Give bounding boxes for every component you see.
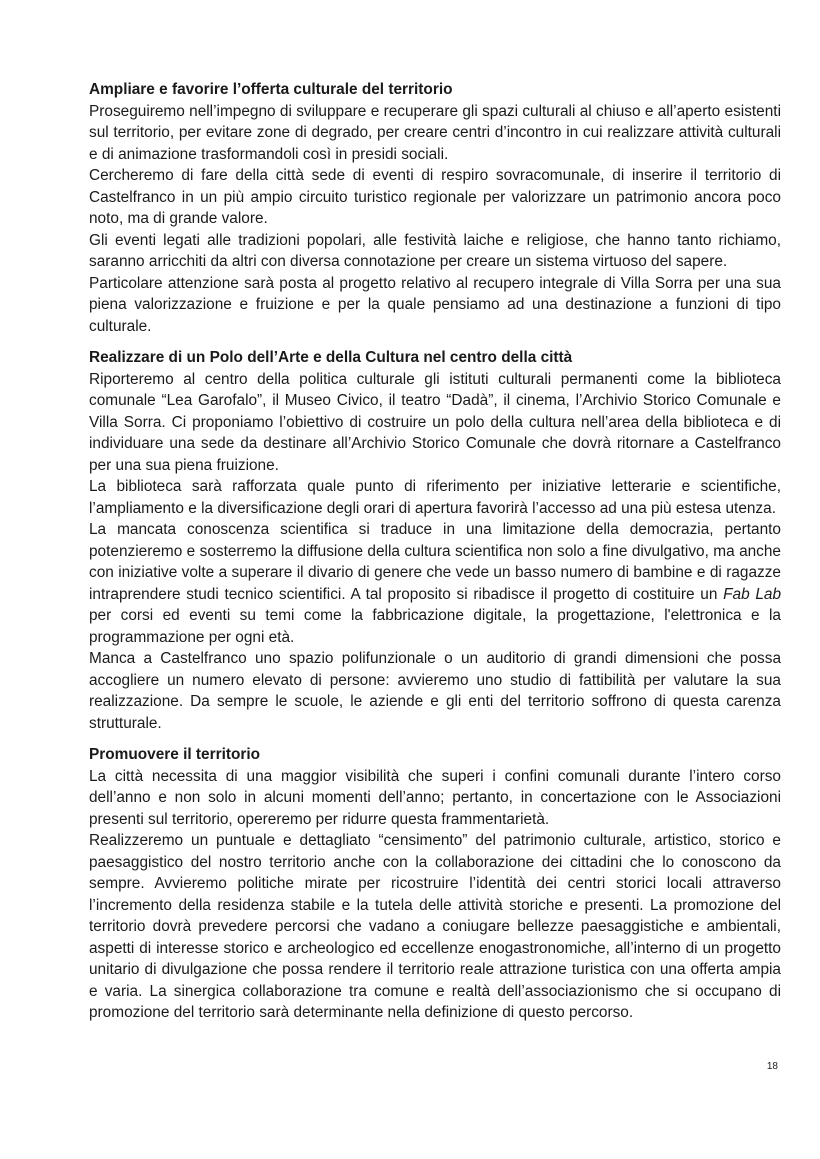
section-title: Promuovere il territorio <box>89 746 261 763</box>
paragraph: Proseguiremo nell’impegno di sviluppare e recuperare gli spazi culturali al chiuso e all’aperto esistenti sul territorio, per evitare zone di degrado, per creare centri d’incontro in cui realizzare attività culturali e di animazione trasformandoli così in presidi sociali. <box>89 102 781 163</box>
paragraph: Cercheremo di fare della città sede di eventi di respiro sovracomunale, di inserire il territorio di Castelfranco in un più ampio circuito turistico regionale per valorizzare un patrimonio ancora poco noto, ma di grande valore. <box>89 167 781 227</box>
paragraph-text: La mancata conoscenza scientifica si traduce in una limitazione della democrazia, pertanto potenzieremo e sosterremo la diffusione della cultura scientifica non solo a fine divulgativo, ma anche con iniziative volte a superare il divario di genere che vede un basso numero di bambine e di ragazze intraprendere studi tecnico scientifici. A tal proposito si ribadisce il progetto di costituire un <box>89 521 781 603</box>
document-page <box>89 79 790 1034</box>
paragraph: Manca a Castelfranco uno spazio polifunzionale o un auditorio di grandi dimensioni che possa accogliere un numero elevato di persone: avvieremo uno studio di fattibilità per valutare la sua realizzazione. Da sempre le scuole, le aziende e gli enti del territorio soffrono di questa carenza strutturale. <box>89 650 781 732</box>
paragraph-fab-lab <box>89 519 790 648</box>
paragraph: Realizzeremo un puntuale e dettagliato “censimento” del patrimonio culturale, artistico, storico e paesaggistico del nostro territorio anche con la collaborazione dei cittadini che lo conoscono da sempre. Avvieremo politiche mirate per ricostruire l’identità dei centri storici locali attraverso l’incremento della residenza stabile e la tutela delle attività storiche e presenti. La promozione del territorio dovrà prevedere percorsi che vadano a coniugare bellezze paesaggistiche e ambientali, aspetti di interesse storico e archeologico ed eccellenze enogastronomiche, all’interno di un progetto unitario di divulgazione che possa rendere il territorio reale attrazione turistica con una offerta ampia e varia. La sinergica collaborazione tra comune e realtà dell’associazionismo che si occupano di promozione del territorio sarà determinante nella definizione di questo percorso. <box>89 832 781 1021</box>
paragraph-text: per corsi ed eventi su temi come la fabbricazione digitale, la progettazione, l'elettronica e la programmazione per ogni età. <box>89 585 790 646</box>
paragraph: Riporteremo al centro della politica culturale gli istituti culturali permanenti come la biblioteca comunale “Lea Garofalo”, il Museo Civico, il teatro “Dadà”, il cinema, l’Archivio Storico Comunale e Villa Sorra. Ci proponiamo l’obiettivo di costruire un polo della cultura nell’area della biblioteca e di individuare una sede da destinare all’Archivio Storico Comunale che dovrà ritornare a Castelfranco per una sua piena fruizione. <box>89 370 781 474</box>
section-cultural-offer <box>89 79 781 337</box>
page-number: 18 <box>766 1061 778 1072</box>
section-art-culture-hub <box>89 347 790 734</box>
paragraph: La biblioteca sarà rafforzata quale punto di riferimento per iniziative letterarie e scientifiche, l’ampliamento e la diversificazione degli orari di apertura favorirà l’accesso ad una più estesa utenza. <box>89 478 781 517</box>
paragraph: La città necessita di una maggior visibilità che superi i confini comunali durante l’intero corso dell’anno e non solo in alcuni momenti dell’anno; pertanto, in concertazione con le Associazioni presenti sul territorio, opereremo per ridurre questa frammentarietà. <box>89 767 781 828</box>
section-promote-territory <box>89 744 781 1024</box>
fab-lab-emphasis: Fab Lab <box>723 585 782 603</box>
section-title: Realizzare di un Polo dell’Arte e della Cultura nel centro della città <box>89 349 573 366</box>
paragraph: Gli eventi legati alle tradizioni popolari, alle festività laiche e religiose, che hanno tanto richiamo, saranno arricchiti da altri con diversa connotazione per creare un sistema virtuoso del sapere. <box>89 231 781 270</box>
section-title: Ampliare e favorire l’offerta culturale del territorio <box>89 81 453 98</box>
paragraph: Particolare attenzione sarà posta al progetto relativo al recupero integrale di Villa Sorra per una sua piena valorizzazione e fruizione e per la quale pensiamo ad una destinazione a funzioni di tipo culturale. <box>89 274 781 335</box>
